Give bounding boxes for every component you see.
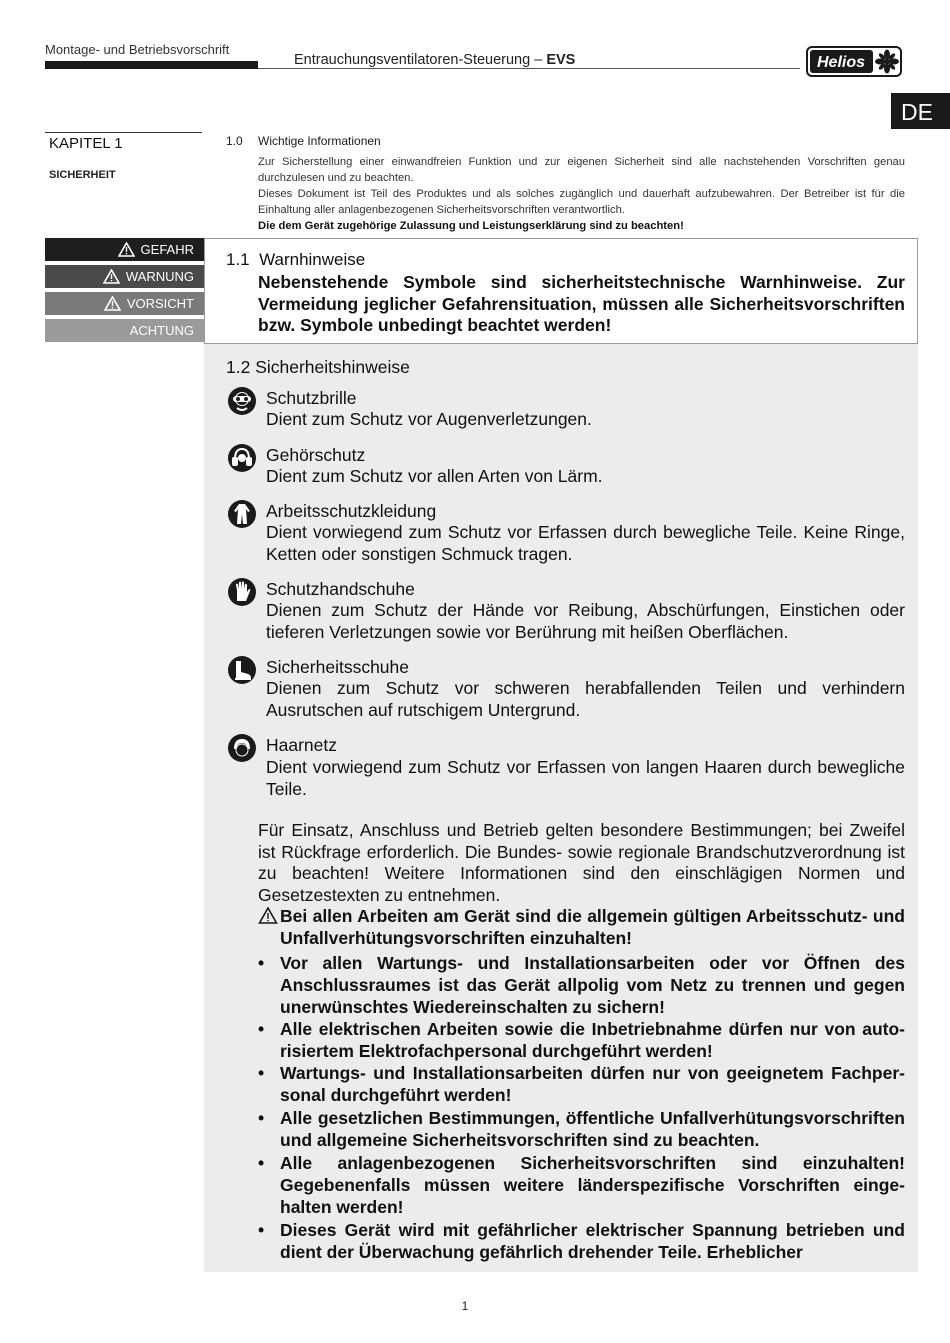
ppe-name: Sicherheitsschuhe [266,657,409,677]
ppe-name: Gehörschutz [266,445,366,465]
language-tab: DE [891,93,950,129]
list-item: • Alle gesetzlichen Bestimmungen, öffentliche Unfallverhütungsvorschriften und allgemeine Sicherheitsvorschriften sind zu beachten. [258,1108,905,1150]
section-1-2-heading: 1.2 Sicherheitshinweise [226,357,410,377]
warning-item [258,905,905,949]
list-item-text: Vor allen Wartungs- und Installationsarbeiten oder vor Öffnen des Anschlussraumes ist das Gerät allpolig vom Netz zu trennen und gegen unerwünschtes Wiedereinschalten zu sichern! [280,953,905,1017]
ppe-description: Dient vorwiegend zum Schutz vor Erfassen von langen Haaren durch bewegliche Teile. [266,757,905,799]
regulations-paragraph: Für Einsatz, Anschluss und Betrieb gelten besondere Bestimmungen; bei Zweifel ist Rückfrage erforderlich. Die Bundes- sowie regionale Brandschutzverordnung ist zu beachten! Weitere Informationen sind den einschlägigen Normen und Gesetzestexten zu entnehmen. [258,820,905,905]
ppe-description: Dienen zum Schutz vor schweren herabfallenden Teilen und verhindern Ausrutschen auf rutschigem Untergrund. [266,678,905,720]
ppe-description: Dienen zum Schutz der Hände vor Reibung, Abschürfungen, Einstichen oder tieferen Verletzungen sowie vor Berührung mit heißen Oberflächen. [266,600,905,642]
list-item-text: Dieses Gerät wird mit gefährlicher elektrischer Spannung betrieben und dient der Überwachung gefährlich drehender Teile. Erheblicher [280,1220,905,1262]
chapter-rule [45,132,202,133]
section-1-1-number: 1.1 [226,250,250,269]
list-item-text: Alle anlagenbezogenen Sicherheitsvorschriften sind einzuhalten! Gegebenenfalls müssen weitere länderspezifische Vorschriften eingehalten werden! [280,1153,905,1217]
logo-text: Helios [816,54,866,71]
level-label: GEFAHR [140,242,194,257]
ppe-description: Dient zum Schutz vor allen Arten von Lärm. [266,466,603,486]
list-item: • Wartungs- und Installationsarbeiten dürfen nur von geeignetem Fachpersonal durchgeführt werden! [258,1063,905,1105]
level-label: WARNUNG [125,269,194,284]
list-item: • Alle anlagenbezogenen Sicherheitsvorschriften sind einzuhalten! Gegebenenfalls müssen weitere länderspezifische Vorschriften eingehalten werden! [258,1153,905,1217]
header-rule [258,68,800,69]
level-gefahr [45,238,204,261]
ppe-name: Schutzhandschuhe [266,579,415,599]
safety-goggles-icon [227,386,257,416]
ppe-description: Dient zum Schutz vor Augenverletzungen. [266,409,592,429]
chapter-subtitle: SICHERHEIT [49,169,116,181]
section-1-0-body [258,154,905,234]
level-label: VORSICHT [126,296,194,311]
section-1-1-heading [226,250,365,270]
section-1-0-paragraph: Zur Sicherstellung einer einwandfreien Funktion und zur eigenen Sicherheit sind alle nachstehenden Vorschriften genau durchzulesen und zu beachten. [258,156,905,184]
warning-triangle-icon [103,269,120,284]
chapter-label: KAPITEL 1 [49,135,123,152]
level-label: ACHTUNG [129,323,194,338]
ppe-name: Arbeitsschutzkleidung [266,501,437,521]
section-1-0-title: Wichtige Informationen [258,134,381,148]
protective-clothing-icon [227,499,257,529]
level-achtung [45,319,204,342]
list-item-text: Alle elektrischen Arbeiten sowie die Inbetriebnahme dürfen nur von autorisiertem Elektrofachpersonal durchgeführt werden! [280,1019,905,1061]
document-title-product: EVS [546,52,576,68]
section-1-0-number: 1.0 [226,134,243,148]
warning-triangle-icon [258,907,278,924]
safety-shoes-icon [227,655,257,685]
section-1-1-title: Warnhinweise [259,250,366,269]
list-item: • Dieses Gerät wird mit gefährlicher elektrischer Spannung betrieben und dient der Überwachung gefährlich drehender Teile. Erheblicher [258,1220,905,1262]
ear-protection-icon [227,443,257,473]
list-item: • Alle elektrischen Arbeiten sowie die Inbetriebnahme dürfen nur von autorisiertem Elektrofachpersonal durchgeführt werden! [258,1019,905,1061]
document-title-prefix: Entrauchungsventilatoren-Steuerung – [294,52,543,68]
hairnet-icon [227,733,257,763]
document-title [294,52,575,68]
header-bar [45,61,258,69]
section-1-0-note: Die dem Gerät zugehörige Zulassung und Leistungserklärung sind zu beachten! [258,220,684,232]
helios-logo [806,46,902,77]
protective-gloves-icon [227,577,257,607]
warning-triangle-icon [118,242,135,257]
warning-triangle-icon [104,296,121,311]
ppe-name: Schutzbrille [266,388,357,408]
warning-item-text: Bei allen Arbeiten am Gerät sind die allgemein gültigen Arbeitsschutz- und Unfallverhütungsvorschriften einzuhalten! [280,906,905,948]
level-warnung [45,265,204,288]
ppe-description: Dient vorwiegend zum Schutz vor Erfassen durch bewegliche Teile. Keine Ringe, Ketten oder sonstigen Schmuck tragen. [266,522,905,564]
list-item-text: Alle gesetzlichen Bestimmungen, öffentliche Unfallverhütungsvorschriften und allgemeine Sicherheitsvorschriften sind zu beachten. [280,1108,905,1150]
section-1-1-text: Nebenstehende Symbole sind sicherheitstechnische Warnhinweise. Zur Vermeidung jeglicher Gefahrensituation, müssen alle Sicherheitsvorschriften bzw. Symbole unbedingt beachtet werden! [258,272,905,335]
page-number: 1 [461,1299,469,1313]
list-item: • Vor allen Wartungs- und Installationsarbeiten oder vor Öffnen des Anschlussraumes ist das Gerät allpolig vom Netz zu trennen und gegen unerwünschtes Wiedereinschalten zu sichern! [258,953,905,1017]
document-type: Montage- und Betriebsvorschrift [45,42,230,57]
ppe-name: Haarnetz [266,735,338,755]
list-item-text: Wartungs- und Installationsarbeiten dürfen nur von geeignetem Fachpersonal durchgeführt werden! [280,1063,905,1105]
level-vorsicht [45,292,204,315]
section-1-0-paragraph: Dieses Dokument ist Teil des Produktes und als solches zugänglich und dauerhaft aufzubewahren. Der Betreiber ist für die Einhaltung aller anlagenbezogenen Sicherheitsvorschriften verantwortlich. [258,188,905,216]
